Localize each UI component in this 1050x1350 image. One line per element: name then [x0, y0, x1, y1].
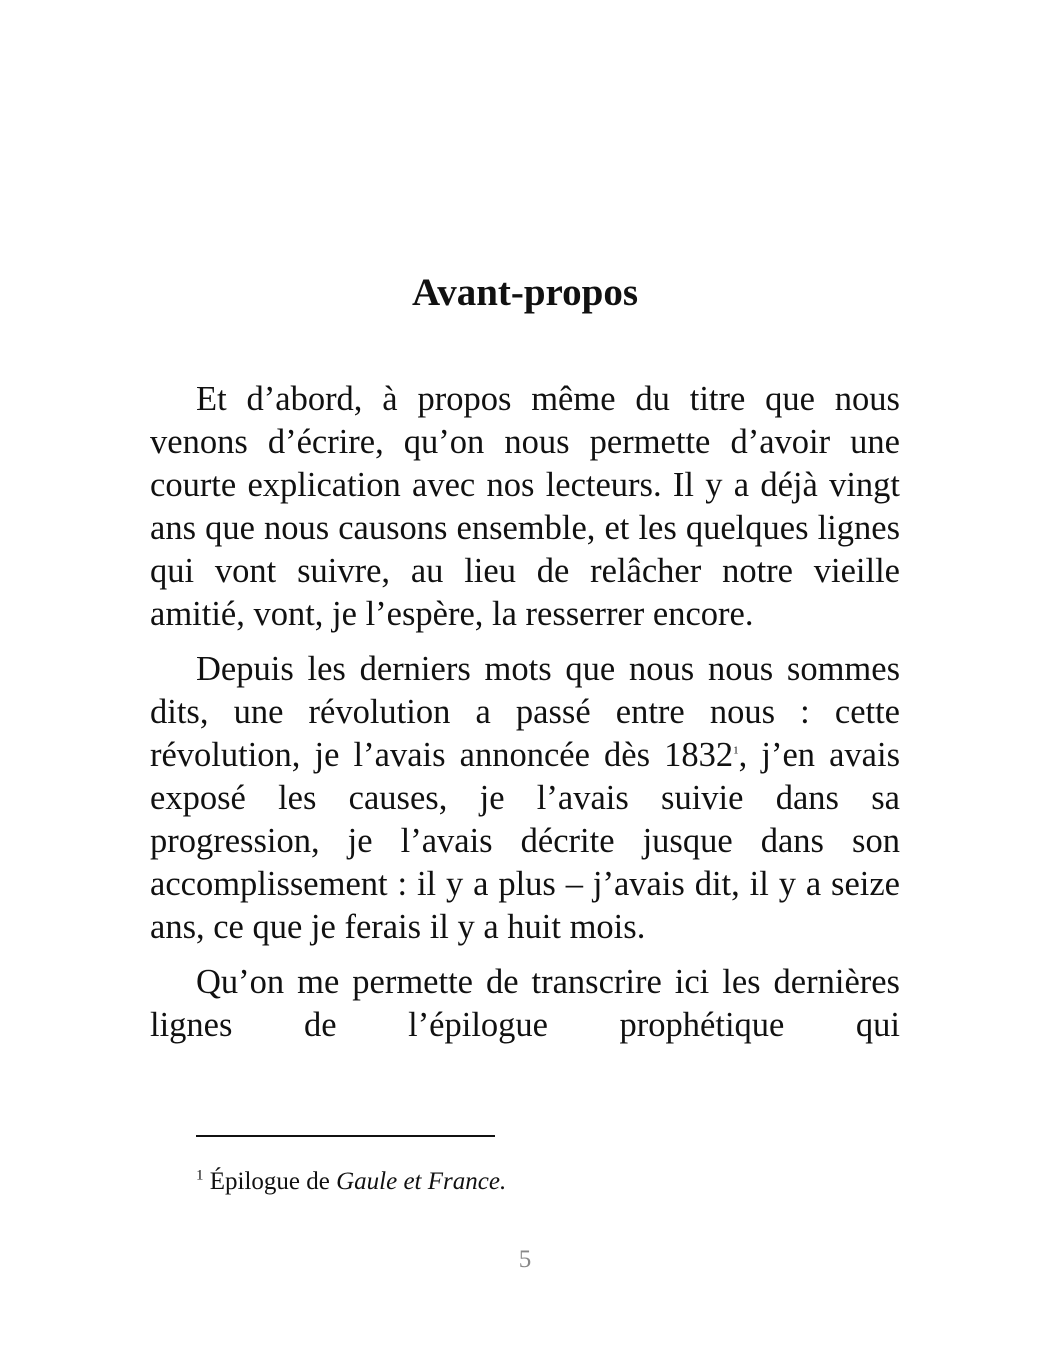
footnote-number: 1 [196, 1167, 204, 1184]
paragraph-2 [150, 648, 900, 949]
chapter-title: Avant-propos [411, 271, 639, 314]
footnote-text: Épilogue de [209, 1168, 330, 1195]
page-number: 5 [518, 1246, 532, 1273]
body-text [150, 378, 900, 1059]
footnote-work-title: Gaule et France. [336, 1168, 507, 1195]
paragraph-1: Et d’abord, à propos même du titre que nous venons d’écrire, qu’on nous permette d’avoir une courte explication avec nos lecteurs. Il y a déjà vingt ans que nous causons ensemble, et les quelques lignes qui vont suivre, au lieu de relâcher notre vieille amitié, vont, je l’espère, la resserrer encore. [150, 380, 900, 633]
footnote [196, 1165, 506, 1199]
paragraph-2-text-a: Depuis les derniers mots que nous nous sommes dits, une révolution a passé entre nous : cette révolution, je l’avais annoncée dès 1832 [150, 650, 900, 774]
paragraph-2-text-b: , j’en avais exposé les causes, je l’avais suivie dans sa progression, je l’avais décrite jusque dans son accomplissement : il y a plus – j’avais dit, il y a seize ans, ce que je ferais il y a huit mois. [150, 736, 901, 946]
footnote-reference[interactable]: 1 [733, 744, 739, 757]
footnote-separator [196, 1135, 495, 1137]
paragraph-3: Qu’on me permette de transcrire ici les dernières lignes de l’épilogue prophétique qui [150, 963, 900, 1044]
